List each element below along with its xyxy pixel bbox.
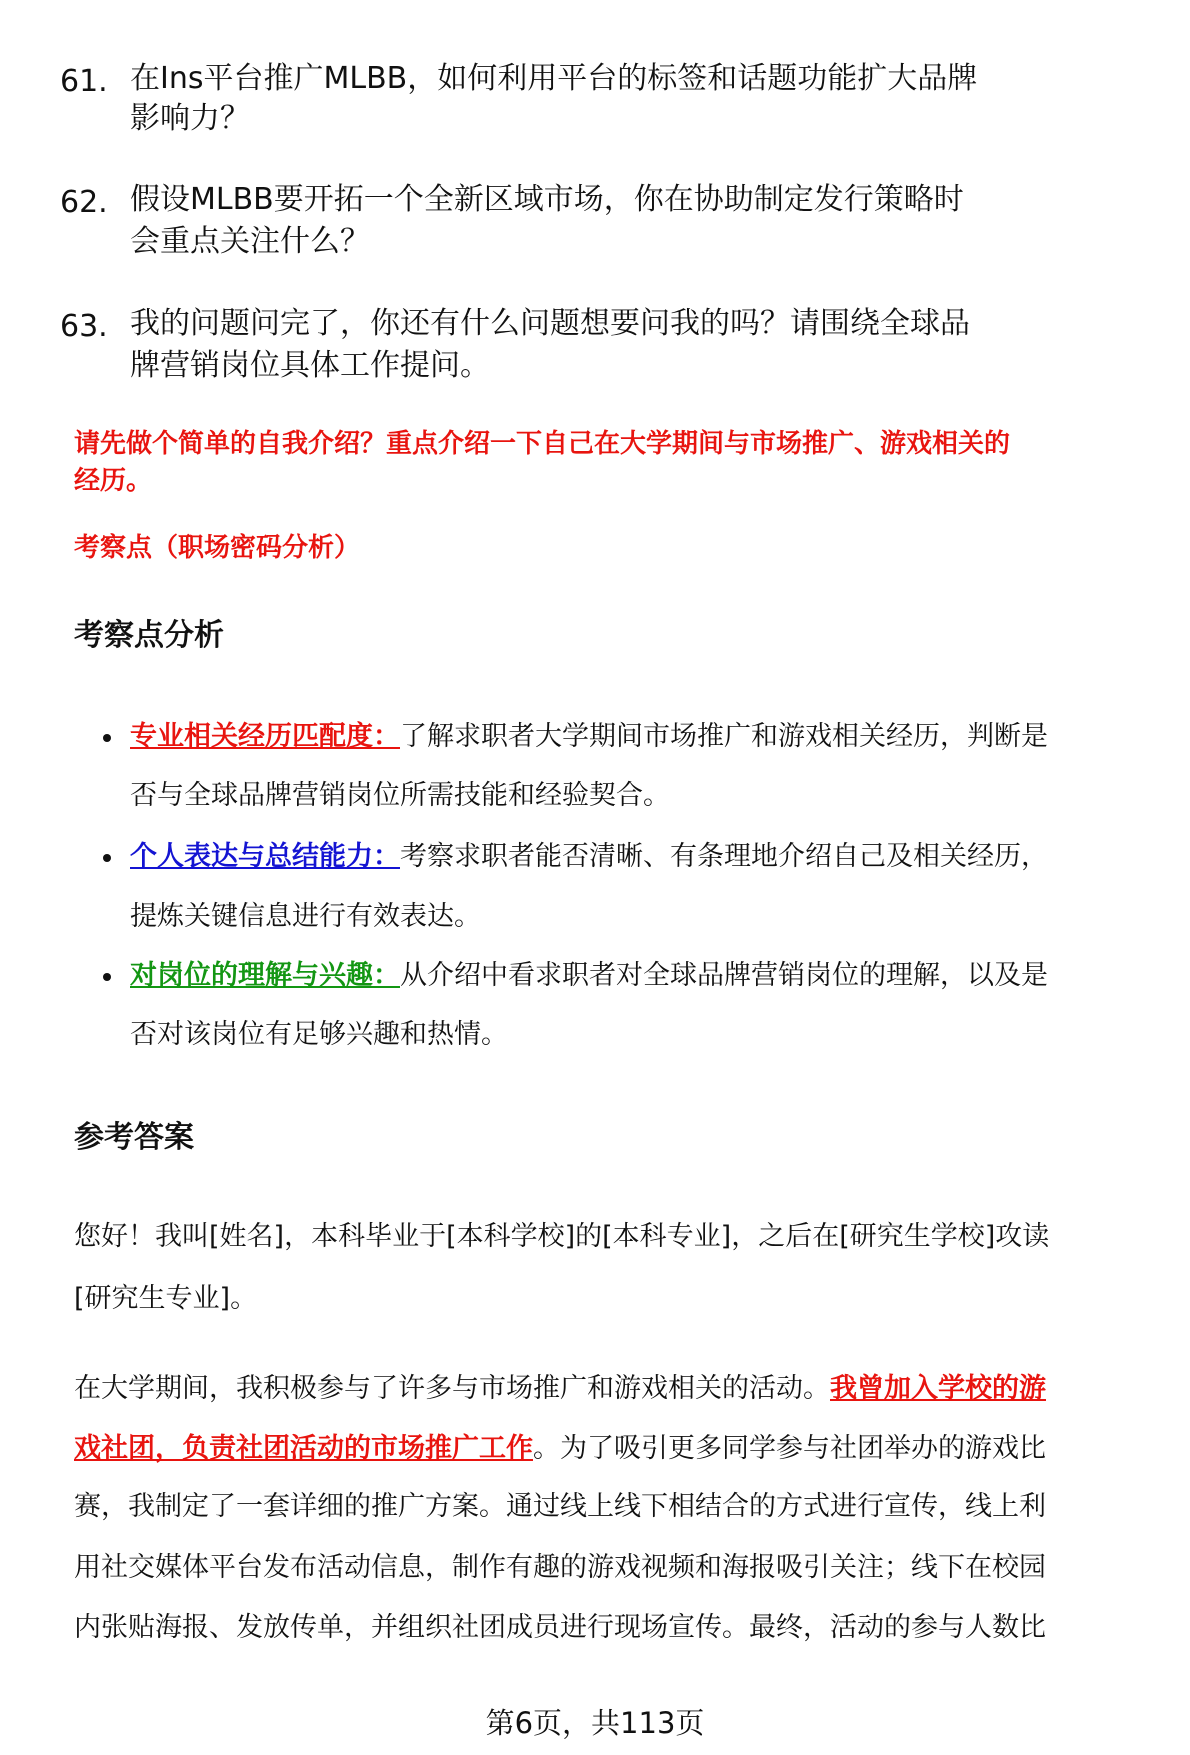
question-text: 假设MLBB要开拓一个全新区域市场，你在协助制定发行策略时 xyxy=(130,182,964,217)
bullet-item xyxy=(130,962,1048,989)
bullet-title: 个人表达与总结能力： xyxy=(130,841,400,872)
bullet-text: 提炼关键信息进行有效表达。 xyxy=(130,901,481,932)
answer-text: 赛，我制定了一套详细的推广方案。通过线上线下相结合的方式进行宣传，线上利 xyxy=(74,1491,1046,1522)
analysis-heading: 考察点分析 xyxy=(74,618,224,653)
question-number: 62. xyxy=(60,185,108,220)
bullet-text: 考察求职者能否清晰、有条理地介绍自己及相关经历， xyxy=(400,841,1048,872)
bullet-item xyxy=(130,843,1048,870)
bullet-title: 对岗位的理解与兴趣： xyxy=(130,960,400,991)
bullet-text: 从介绍中看求职者对全球品牌营销岗位的理解，以及是 xyxy=(400,960,1048,991)
question-text: 会重点关注什么？ xyxy=(130,224,370,259)
question-text: 我的问题问完了，你还有什么问题想要问我的吗？请围绕全球品 xyxy=(130,306,970,341)
bullet-text: 了解求职者大学期间市场推广和游戏相关经历，判断是 xyxy=(400,721,1048,752)
bullet-icon xyxy=(103,734,111,742)
current-question: 请先做个简单的自我介绍？重点介绍一下自己在大学期间与市场推广、游戏相关的 xyxy=(74,429,1011,459)
bullet-text: 否对该岗位有足够兴趣和热情。 xyxy=(130,1019,508,1050)
analysis-label: 考察点（职场密码分析） xyxy=(74,533,361,563)
question-text: 在Ins平台推广MLBB，如何利用平台的标签和话题功能扩大品牌 xyxy=(130,61,978,96)
bullet-title: 专业相关经历匹配度： xyxy=(130,721,400,752)
current-question: 经历。 xyxy=(74,466,153,496)
question-text: 牌营销岗位具体工作提问。 xyxy=(130,348,490,383)
bullet-item xyxy=(130,723,1048,750)
bullet-icon xyxy=(103,854,111,862)
answer-paragraph xyxy=(74,1435,1046,1462)
answer-text: 内张贴海报、发放传单，并组织社团成员进行现场宣传。最终，活动的参与人数比 xyxy=(74,1612,1046,1643)
answer-highlight: 我曾加入学校的游 xyxy=(830,1373,1046,1404)
answer-text: 。为了吸引更多同学参与社团举办的游戏比 xyxy=(533,1433,1046,1464)
answer-paragraph: [研究生专业]。 xyxy=(74,1283,258,1314)
answer-highlight: 戏社团，负责社团活动的市场推广工作 xyxy=(74,1433,533,1464)
question-text: 影响力？ xyxy=(130,101,250,136)
bullet-icon xyxy=(103,973,111,981)
page-footer: 第6页，共113页 xyxy=(485,1706,705,1740)
bullet-text: 否与全球品牌营销岗位所需技能和经验契合。 xyxy=(130,780,670,811)
question-number: 61. xyxy=(60,64,108,99)
answer-paragraph: 您好！我叫[姓名]，本科毕业于[本科学校]的[本科专业]，之后在[研究生学校]攻读 xyxy=(74,1221,1050,1252)
answer-heading: 参考答案 xyxy=(74,1120,194,1155)
question-number: 63. xyxy=(60,309,108,344)
answer-text: 用社交媒体平台发布活动信息，制作有趣的游戏视频和海报吸引关注；线下在校园 xyxy=(74,1552,1046,1583)
answer-text: 在大学期间，我积极参与了许多与市场推广和游戏相关的活动。 xyxy=(74,1373,830,1404)
answer-paragraph xyxy=(74,1375,1046,1402)
